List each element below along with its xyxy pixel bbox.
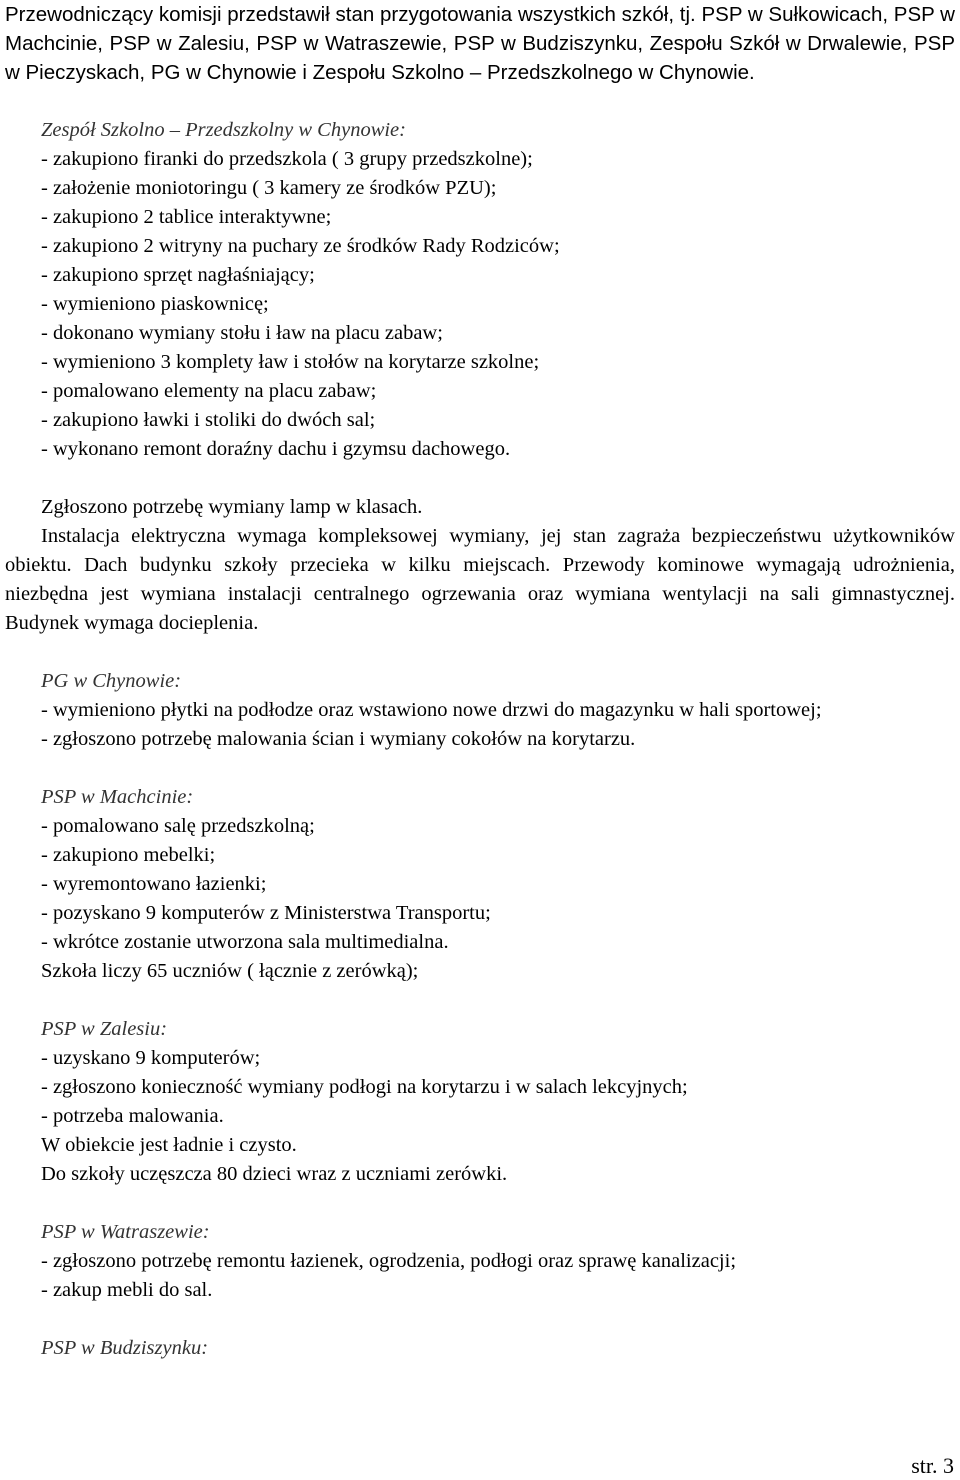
list-item: - zakupiono ławki i stoliki do dwóch sal; <box>41 409 376 431</box>
list-item: - wyremontowano łazienki; <box>41 873 267 895</box>
list-item: - zakupiono mebelki; <box>41 844 216 866</box>
section-psp-zalesie <box>5 1015 955 1189</box>
section-pg-chynow <box>5 667 955 754</box>
list-item: - zgłoszono potrzebę malowania ścian i wymiany cokołów na korytarzu. <box>41 728 636 750</box>
section-heading: PSP w Machcinie: <box>41 786 194 808</box>
list-item: - wymieniono piaskownicę; <box>41 293 269 315</box>
intro-paragraph: Przewodniczący komisji przedstawił stan przygotowania wszystkich szkół, tj. PSP w Sułkowicach, PSP w Machcinie, PSP w Zalesiu, PSP w Watraszewie, PSP w Budziszynku, Zespołu Szkół w Drwalewie, PSP w Pieczyskach, PG w Chynowie i Zespołu Szkolno – Przedszkolnego w Chynowie. <box>5 3 955 84</box>
list-item: Do szkoły uczęszcza 80 dzieci wraz z uczniami zerówki. <box>41 1163 508 1185</box>
note-lamps: Zgłoszono potrzebę wymiany lamp w klasach. <box>41 496 423 518</box>
list-item: - wkrótce zostanie utworzona sala multimedialna. <box>41 931 449 953</box>
section-psp-budziszynek <box>5 1334 955 1363</box>
list-item: - wymieniono płytki na podłodze oraz wstawiono nowe drzwi do magazynku w hali sportowej; <box>41 699 822 721</box>
list-item: - pomalowano salę przedszkolną; <box>41 815 315 837</box>
section-heading: PSP w Watraszewie: <box>41 1221 210 1243</box>
list-item: - wykonano remont doraźny dachu i gzymsu dachowego. <box>41 438 511 460</box>
list-item: - zgłoszono konieczność wymiany podłogi na korytarzu i w salach lekcyjnych; <box>41 1076 688 1098</box>
list-item: - potrzeba malowania. <box>41 1105 224 1127</box>
list-item: - dokonano wymiany stołu i ław na placu zabaw; <box>41 322 443 344</box>
list-item: W obiekcie jest ładnie i czysto. <box>41 1134 297 1156</box>
list-item: - zakup mebli do sal. <box>41 1279 213 1301</box>
section-psp-watraszew <box>5 1218 955 1305</box>
list-item: - pomalowano elementy na placu zabaw; <box>41 380 377 402</box>
list-item: - pozyskano 9 komputerów z Ministerstwa Transportu; <box>41 902 491 924</box>
list-item: - założenie moniotoringu ( 3 kamery ze środków PZU); <box>41 177 497 199</box>
list-item: Szkoła liczy 65 uczniów ( łącznie z zerówką); <box>41 960 419 982</box>
list-item: - zakupiono sprzęt nagłaśniający; <box>41 264 315 286</box>
list-item: - uzyskano 9 komputerów; <box>41 1047 261 1069</box>
section-heading: PSP w Budziszynku: <box>41 1337 209 1359</box>
section-heading: PSP w Zalesiu: <box>41 1018 168 1040</box>
section-psp-machcin <box>5 783 955 986</box>
list-item: - zgłoszono potrzebę remontu łazienek, ogrodzenia, podłogi oraz sprawę kanalizacji; <box>41 1250 737 1272</box>
section-heading: Zespół Szkolno – Przedszkolny w Chynowie: <box>41 119 406 141</box>
note-building-condition: Instalacja elektryczna wymaga kompleksowej wymiany, jej stan zagraża bezpieczeństwu użytkowników obiektu. Dach budynku szkoły przecieka w kilku miejscach. Przewody kominowe wymagają udrożnienia, niezbędna jest wymiana instalacji centralnego ogrzewania oraz wymiana wentylacji na sali gimnastycznej. Budynek wymaga docieplenia. <box>5 525 955 634</box>
section-zsp-chynow <box>5 116 955 464</box>
list-item: - zakupiono 2 tablice interaktywne; <box>41 206 332 228</box>
page-number: str. 3 <box>911 1453 954 1478</box>
list-item: - wymieniono 3 komplety ław i stołów na korytarze szkolne; <box>41 351 540 373</box>
section-heading: PG w Chynowie: <box>41 670 182 692</box>
list-item: - zakupiono firanki do przedszkola ( 3 grupy przedszkolne); <box>41 148 533 170</box>
document-page <box>5 0 955 1363</box>
list-item: - zakupiono 2 witryny na puchary ze środków Rady Rodziców; <box>41 235 560 257</box>
